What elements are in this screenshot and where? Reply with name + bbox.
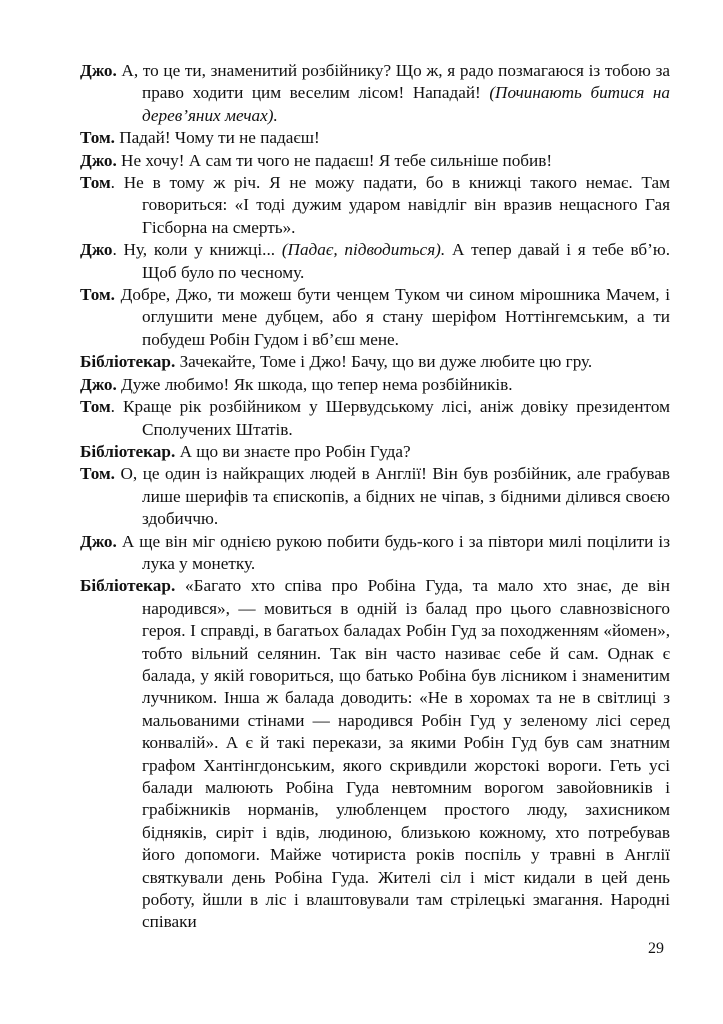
- dialogue-entry: [80, 374, 670, 396]
- speaker-name: Бібліотекар.: [80, 441, 176, 461]
- dialogue-entry: [80, 127, 670, 149]
- speech-text: Добре, Джо, ти можеш бути ченцем Туком чи сином мірошника Мачем, і оглушити мене дубцем, або я стану шеріфом Ноттінгемським, а ти побудеш Робін Гудом і вб’єш мене.: [114, 285, 670, 349]
- speaker-name: Том: [80, 173, 111, 193]
- dialogue-entry: [80, 150, 670, 172]
- dialogue-entry: [80, 351, 670, 373]
- speaker-name: Том: [80, 397, 111, 417]
- speech-text: . Ну, коли у книжці...: [112, 240, 282, 260]
- speech-text: Не хочу! А сам ти чого не падаєш! Я тебе сильніше побив!: [116, 150, 553, 170]
- dialogue-entry: [80, 172, 670, 239]
- dialogue-text: [80, 60, 670, 934]
- speaker-name: Джо.: [80, 61, 117, 80]
- speaker-name: Том.: [80, 128, 115, 148]
- page-number: 29: [648, 940, 664, 957]
- speech-text: О, це один із найкращих людей в Англії! Він був розбійник, але грабував лише шерифів та єпископів, а бідних не чіпав, з бідними ділився своєю здобиччю.: [114, 464, 670, 529]
- speech-text: Дуже любимо! Як шкода, що тепер нема розбійників.: [116, 374, 513, 394]
- speaker-name: Том.: [80, 464, 115, 484]
- stage-direction: (Падає, підводиться).: [281, 240, 446, 260]
- speaker-name: Джо.: [80, 531, 117, 551]
- speech-text: . Краще рік розбійником у Шервудському лісі, аніж довіку президентом Сполучених Штатів.: [110, 397, 670, 439]
- speaker-name: Джо: [80, 240, 113, 260]
- dialogue-entry: [80, 575, 670, 934]
- speech-text: А, то це ти, знаменитий розбійнику? Що ж, я радо позмагаюся із тобою за право ходити цим веселим лісом! Нападай!: [116, 61, 670, 103]
- dialogue-entry: [80, 396, 670, 441]
- speech-text: А що ви знаєте про Робін Гуда?: [175, 441, 411, 461]
- speaker-name: Джо.: [80, 374, 117, 394]
- speaker-name: Бібліотекар.: [80, 352, 176, 372]
- speaker-name: Джо.: [80, 150, 117, 170]
- dialogue-entry: [80, 239, 670, 284]
- speaker-name: Бібліотекар.: [80, 576, 176, 596]
- dialogue-entry: [80, 531, 670, 576]
- dialogue-entry: [80, 463, 670, 530]
- speaker-name: Том.: [80, 285, 115, 305]
- dialogue-entry: [80, 60, 670, 127]
- speech-text: . Не в тому ж річ. Я не можу падати, бо в книжці такого немає. Там говориться: «І тоді дужим ударом навідліг він вразив нещасного Гая Гісборна на смерть».: [110, 173, 670, 237]
- speech-text: Зачекайте, Томе і Джо! Бачу, що ви дуже любите цю гру.: [175, 352, 593, 372]
- dialogue-entry: [80, 441, 670, 463]
- dialogue-entry: [80, 284, 670, 351]
- speech-text: А ще він міг однією рукою побити будь-кого і за півтори милі поцілити із лука у монетку.: [116, 531, 670, 573]
- speech-text: «Багато хто співа про Робіна Гуда, та мало хто знає, де він народився», — мовиться в одній із балад про цього славнозвісного героя. І справді, в багатьох баладах Робін Гуд за походженням «йомен», тобто вільний селянин. Так він часто називає себе й сам. Однак є балада, у якій говориться, що батько Робіна був лісником і знаменитим лучником. Інша ж балада доводить: «Не в хоромах та не в світлиці з мальованими стінами — народився Робін Гуд у зеленому лісі серед конвалій». А є й такі перекази, за якими Робін Гуд був сам знатним графом Хантінгдонським, якого скривдили жорстокі вороги. Геть усі балади малюють Робіна Гуда невтомним ворогом завойовників і грабіжників норманів, улюбленцем простого люду, захисником бідняків, сиріт і вдів, людиною, близькою кожному, хто потребував його допомоги. Майже чотириста років поспіль у травні в Англії святкували день Робіна Гуда. Жителі сіл і міст кидали в цей день роботу, йшли в ліс і влаштовували там стрілецькі змагання. Народні співаки: [142, 576, 670, 932]
- speech-text: А тепер давай і я тебе вб’ю. Щоб було по чесному.: [142, 240, 671, 282]
- stage-direction: (Починають битися на дерев’яних мечах).: [142, 83, 670, 125]
- speech-text: Падай! Чому ти не падаєш!: [114, 128, 320, 148]
